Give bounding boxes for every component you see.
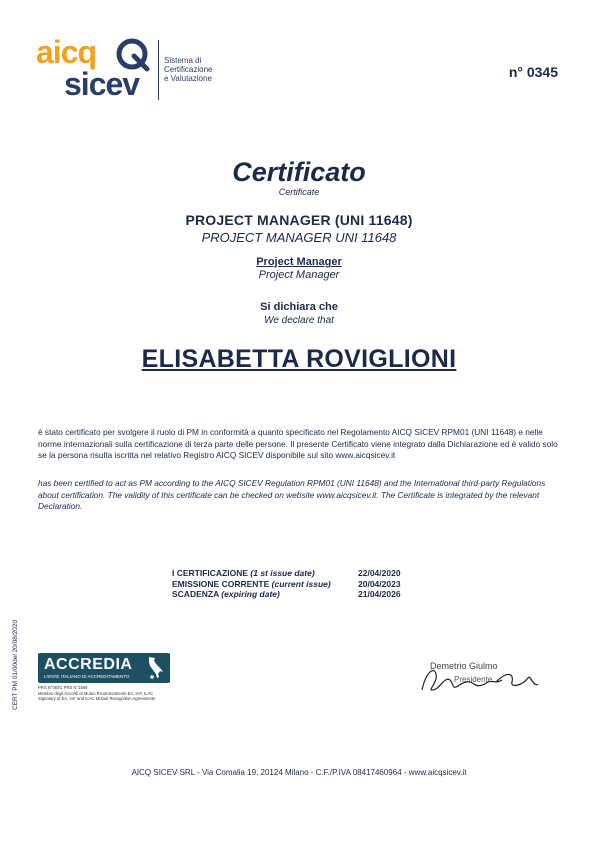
accreditation-note-english: Signatory of EA, IAF and ILAC Mutual Recognition Agreements xyxy=(38,696,156,701)
dates-block xyxy=(172,568,432,600)
signatory-name: Demetrio Giulmo xyxy=(430,661,498,671)
certified-role: PROJECT MANAGER (UNI 11648) xyxy=(185,212,413,228)
accredia-subtitle: L'ENTE ITALIANO DI ACCREDITAMENTO xyxy=(44,674,130,679)
profile-title: Project Manager xyxy=(256,256,342,268)
aicq-sicev-logo xyxy=(36,36,236,106)
profile-title-english: Project Manager xyxy=(258,269,340,281)
date-label-english: (1 st issue date) xyxy=(250,568,315,578)
date-value: 22/04/2020 xyxy=(358,568,401,578)
date-label-english: (expiring date) xyxy=(221,589,280,599)
accredia-mark xyxy=(38,653,170,702)
date-value: 20/04/2023 xyxy=(358,578,401,589)
date-label: I CERTIFICAZIONE xyxy=(172,568,249,578)
holder-name: ELISABETTA ROVIGLIONI xyxy=(141,345,457,373)
logo-word-sicev: sicev xyxy=(64,66,140,102)
signatory-role: Presidente xyxy=(454,675,493,684)
date-value: 21/04/2026 xyxy=(358,589,401,599)
handwritten-signature-icon xyxy=(418,660,548,700)
logo-word-aicq: aicq xyxy=(36,34,97,70)
accredia-logo xyxy=(38,653,170,683)
page-title: Certificato xyxy=(232,157,366,187)
date-label: SCADENZA xyxy=(172,589,219,599)
footer-address: AICQ SICEV SRL - Via Comalia 19, 20124 Milano - C.F./P.IVA 08417460964 - www.aicqsicev.it xyxy=(131,768,467,777)
document-code: CERT PM 01/00del 20/08/2020 xyxy=(12,619,19,710)
logo-divider xyxy=(158,40,159,100)
accredia-name: ACCREDIA xyxy=(44,656,133,673)
certificate-number: n° 0345 xyxy=(508,64,558,80)
body-text-english: has been certified to act as PM according to the AICQ SICEV Regulation RPM01 (UNI 11648) and the International third-party Regulations about certification. The validity of this certificate can be checked on website www.aicqsicev.it. The Certificate is integrated by the relevant Declaration. xyxy=(38,478,546,511)
italy-map-icon xyxy=(146,656,164,680)
date-row-expiry xyxy=(172,589,432,600)
date-row-first-issue xyxy=(172,568,432,579)
body-text-italian: è stato certificato per svolgere il ruolo di PM in conformità a quanto specificato nel Regolamento AICQ SICEV RPM01 (UNI 11648) e nelle norme internazionali sulla certificazione di terza parte delle persone. Il presente Certificato viene integrato dalla Dichiarazione ed è valido solo se la persona risulta iscritta nel relativo Registro AICQ SICEV disponibile sul sito www.aicqsicev.it xyxy=(38,427,558,460)
declaration-label-english: We declare that xyxy=(264,315,334,326)
accreditation-note-italian: Membro degli Accordi di Mutuo Riconoscimento EA, IAF, ILAC xyxy=(38,690,154,696)
page-title-english: Certificate xyxy=(278,187,320,197)
certified-role-english: PROJECT MANAGER UNI 11648 xyxy=(201,230,397,245)
logo-tagline: Sistema di Certificazione e Valutazione xyxy=(164,56,213,83)
date-label: EMISSIONE CORRENTE xyxy=(172,578,270,589)
president-signature xyxy=(418,660,548,700)
declaration-label: Si dichiara che xyxy=(260,301,338,313)
accreditation-numbers: PRS N°083C PRS N°1566 xyxy=(38,685,88,690)
date-row-current-issue xyxy=(172,579,432,590)
date-label-english: (current issue) xyxy=(271,578,331,589)
